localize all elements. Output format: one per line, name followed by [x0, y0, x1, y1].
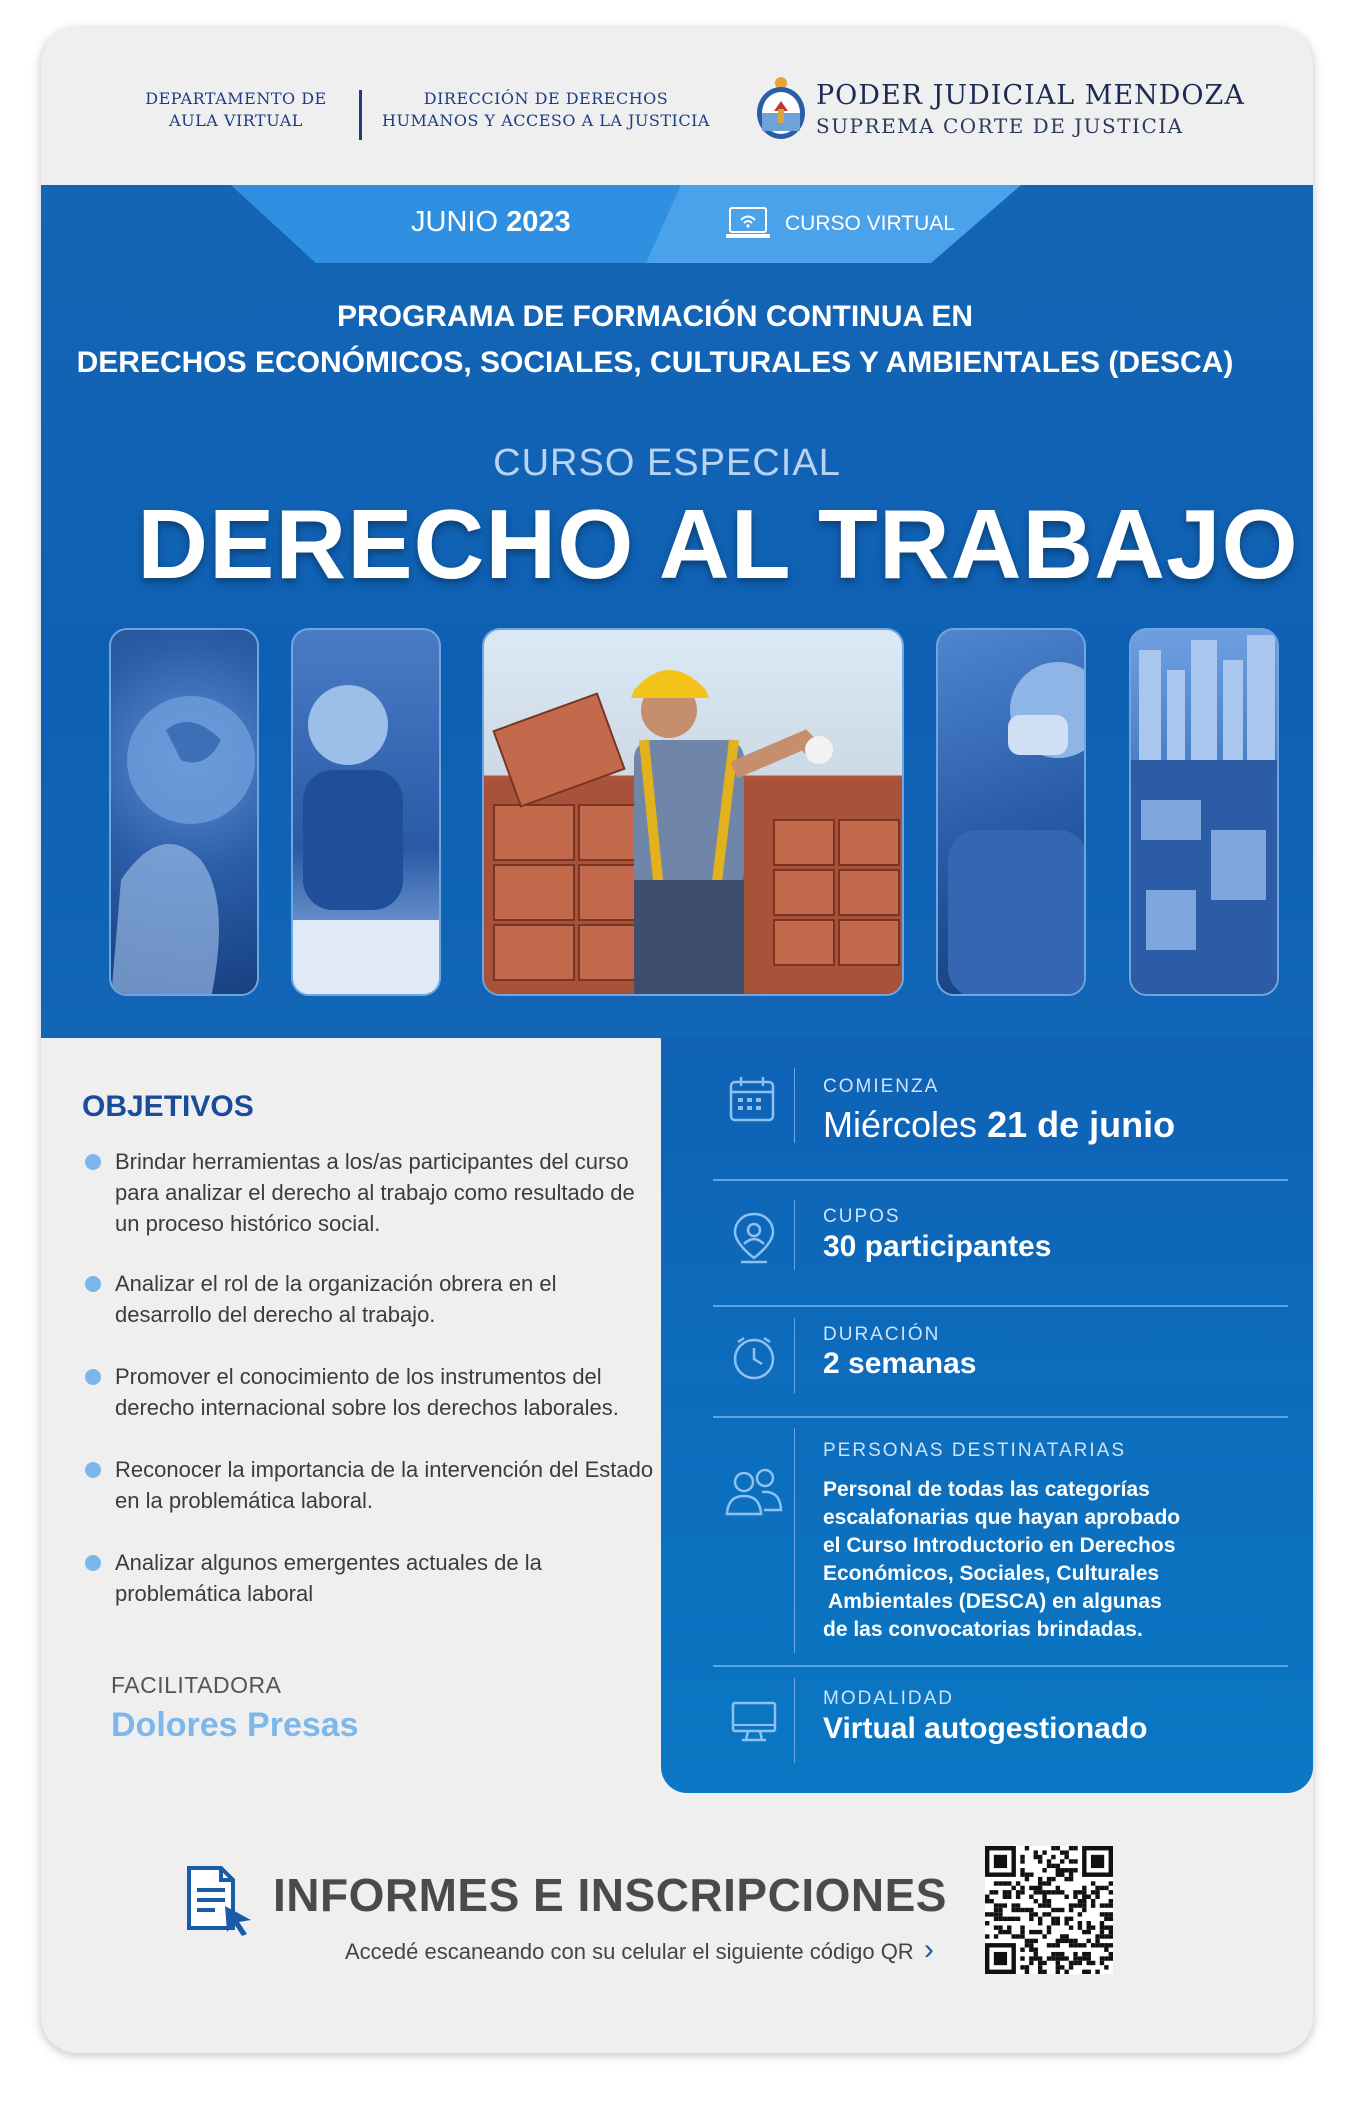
bullet-icon	[85, 1555, 101, 1571]
calendar-icon	[728, 1075, 776, 1123]
audience-value: Personal de todas las categorías escalafonarias que hayan aprobado el Curso Introductorio en Derechos Económicos, Sociales, Culturales Ambientales (DESCA) en algunas de las convocatorias brindadas.	[823, 1478, 1181, 1641]
department-label: DEPARTAMENTO DE AULA VIRTUAL	[145, 89, 327, 130]
duration-label: DURACIÓN	[823, 1324, 941, 1345]
header-divider	[359, 90, 362, 140]
monitor-icon	[730, 1700, 778, 1744]
qr-code[interactable]	[985, 1846, 1113, 1974]
globe-icon	[111, 630, 259, 996]
audience-label: PERSONAS DESTINATARIAS	[823, 1440, 1127, 1461]
separator	[713, 1179, 1288, 1181]
objective-item: Reconocer la importancia de la intervención del Estado en la problemática laboral.	[115, 1454, 655, 1516]
course-kicker: CURSO ESPECIAL	[493, 442, 841, 484]
start-label: COMIENZA	[823, 1076, 940, 1097]
row-divider	[794, 1318, 795, 1393]
bullet-icon	[85, 1154, 101, 1170]
photo-child-school	[291, 628, 441, 996]
directorate-label: DIRECCIÓN DE DERECHOS HUMANOS Y ACCESO A LA JUSTICIA	[382, 89, 710, 130]
separator	[713, 1416, 1288, 1418]
flyer	[41, 28, 1313, 2053]
row-divider	[794, 1428, 795, 1653]
modality-value: Virtual autogestionado	[823, 1712, 1148, 1745]
laptop-wifi-icon	[726, 206, 770, 240]
form-click-icon	[181, 1864, 255, 1938]
separator	[713, 1305, 1288, 1307]
facilitator-name: Dolores Presas	[111, 1706, 359, 1744]
seats-value: 30 participantes	[823, 1230, 1052, 1263]
date-tab: JUNIO 2023	[411, 206, 571, 238]
date-tabs	[41, 185, 1313, 263]
facilitator-label: FACILITADORA	[111, 1672, 282, 1698]
photo-construction-worker	[482, 628, 904, 996]
photo-city-skyline	[1129, 628, 1279, 996]
info-heading: INFORMES E INSCRIPCIONES	[273, 1869, 947, 1921]
mode-tab: CURSO VIRTUAL	[785, 212, 955, 235]
location-pin-icon	[731, 1210, 777, 1266]
modality-label: MODALIDAD	[823, 1688, 954, 1709]
org-subtitle: SUPREMA CORTE DE JUSTICIA	[816, 114, 1184, 138]
bullet-icon	[85, 1369, 101, 1385]
chevron-right-icon: ›	[923, 1933, 934, 1966]
bullet-icon	[85, 1462, 101, 1478]
program-line-2: DERECHOS ECONÓMICOS, SOCIALES, CULTURALES Y AMBIENTALES (DESCA)	[76, 346, 1234, 379]
course-title: DERECHO AL TRABAJO	[137, 489, 1299, 599]
seats-label: CUPOS	[823, 1206, 901, 1227]
start-value: Miércoles 21 de junio	[823, 1104, 1176, 1145]
objective-item: Promover el conocimiento de los instrumentos del derecho internacional sobre los derechos laborales.	[115, 1361, 655, 1423]
separator	[713, 1665, 1288, 1667]
program-line-1: PROGRAMA DE FORMACIÓN CONTINUA EN	[336, 300, 974, 333]
objective-item: Analizar el rol de la organización obrera en el desarrollo del derecho al trabajo.	[115, 1268, 655, 1330]
photo-globe-hands	[109, 628, 259, 996]
coat-of-arms-icon	[754, 73, 808, 141]
bullet-icon	[85, 1276, 101, 1292]
info-subtitle: Accedé escaneando con su celular el siguiente código QR ›	[345, 1933, 934, 1966]
objective-item: Analizar algunos emergentes actuales de la problemática laboral	[115, 1547, 655, 1609]
objective-item: Brindar herramientas a los/as participantes del curso para analizar el derecho al trabajo como resultado de un proceso histórico social.	[115, 1146, 655, 1239]
duration-value: 2 semanas	[823, 1347, 977, 1380]
row-divider	[794, 1200, 795, 1270]
objectives-heading: OBJETIVOS	[82, 1090, 254, 1123]
clock-icon	[730, 1334, 778, 1382]
org-title: PODER JUDICIAL MENDOZA	[816, 80, 1245, 111]
row-divider	[794, 1678, 795, 1763]
people-icon	[724, 1468, 784, 1518]
photo-health-worker	[936, 628, 1086, 996]
row-divider	[794, 1068, 795, 1143]
